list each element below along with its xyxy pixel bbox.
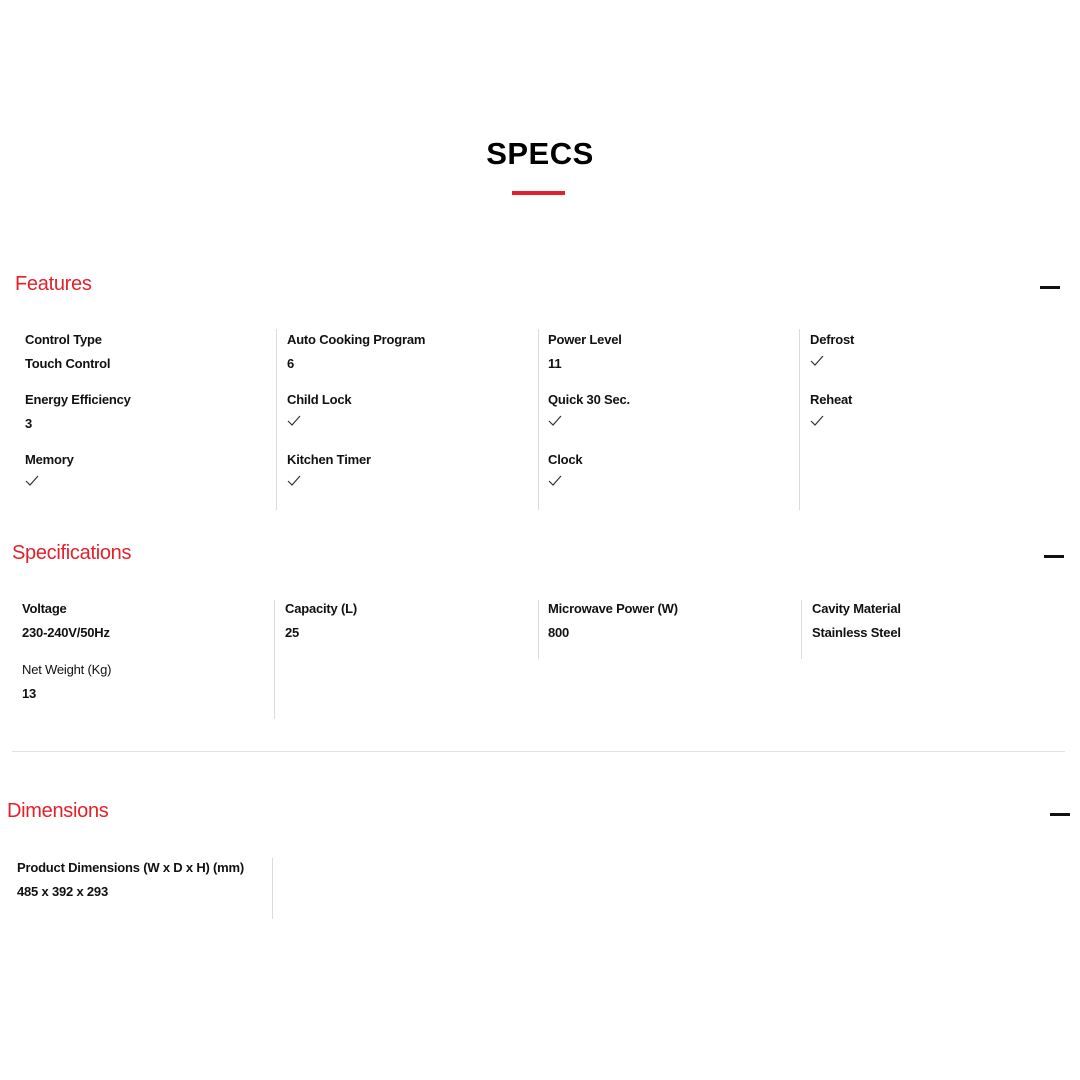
spec-item (287, 392, 351, 427)
spec-label: Reheat (810, 392, 853, 407)
spec-label: Microwave Power (W) (548, 601, 678, 616)
page-title: SPECS (486, 136, 594, 171)
spec-value: 6 (287, 356, 295, 371)
spec-value: Touch Control (25, 356, 111, 371)
spec-value: Stainless Steel (812, 625, 901, 640)
spec-label: Auto Cooking Program (287, 332, 426, 347)
spec-label: Cavity Material (812, 601, 901, 616)
spec-label: Defrost (810, 332, 855, 347)
spec-item (25, 332, 110, 371)
spec-item (548, 392, 630, 427)
spec-label: Voltage (22, 601, 67, 616)
section-divider (12, 751, 1065, 752)
checkmark-icon (548, 475, 562, 487)
checkmark-icon (287, 415, 301, 427)
checkmark-icon (25, 475, 39, 487)
spec-label: Product Dimensions (W x D x H) (mm) (17, 860, 245, 875)
spec-item (548, 601, 678, 640)
column-divider (272, 858, 273, 919)
spec-item (22, 662, 111, 701)
spec-label: Memory (25, 452, 74, 467)
spec-label: Clock (548, 452, 583, 467)
spec-value: 3 (25, 416, 33, 431)
features-collapse-icon[interactable] (1040, 286, 1060, 289)
spec-value: 230-240V/50Hz (22, 625, 110, 640)
spec-item (287, 332, 425, 371)
dimensions-title: Dimensions (7, 800, 109, 822)
checkmark-icon (810, 415, 824, 427)
checkmark-icon (287, 475, 301, 487)
column-divider (538, 329, 539, 510)
spec-value: 13 (22, 686, 37, 701)
spec-label: Energy Efficiency (25, 392, 131, 407)
spec-item (287, 452, 371, 487)
spec-item (810, 332, 854, 367)
dimensions-collapse-icon[interactable] (1050, 813, 1070, 816)
spec-label: Net Weight (Kg) (22, 662, 112, 677)
spec-item (17, 860, 244, 899)
spec-item (548, 332, 622, 371)
column-divider (801, 600, 802, 659)
spec-item (285, 601, 357, 640)
spec-value: 25 (285, 625, 300, 640)
title-underline (512, 191, 565, 195)
column-divider (538, 600, 539, 659)
spec-value: 485 x 392 x 293 (17, 884, 108, 899)
checkmark-icon (810, 355, 824, 367)
spec-label: Child Lock (287, 392, 352, 407)
spec-value: 800 (548, 625, 570, 640)
spec-label: Capacity (L) (285, 601, 358, 616)
column-divider (799, 329, 800, 510)
specifications-title: Specifications (12, 542, 132, 564)
spec-item (25, 452, 74, 487)
spec-item (812, 601, 901, 640)
spec-item (810, 392, 852, 427)
spec-label: Control Type (25, 332, 102, 347)
spec-label: Power Level (548, 332, 622, 347)
spec-item (548, 452, 582, 487)
spec-label: Quick 30 Sec. (548, 392, 630, 407)
column-divider (276, 329, 277, 510)
spec-item (22, 601, 110, 640)
spec-item (25, 392, 131, 431)
features-title: Features (15, 273, 92, 295)
spec-value: 11 (548, 356, 562, 371)
checkmark-icon (548, 415, 562, 427)
column-divider (274, 600, 275, 719)
specifications-collapse-icon[interactable] (1044, 555, 1064, 558)
spec-label: Kitchen Timer (287, 452, 371, 467)
